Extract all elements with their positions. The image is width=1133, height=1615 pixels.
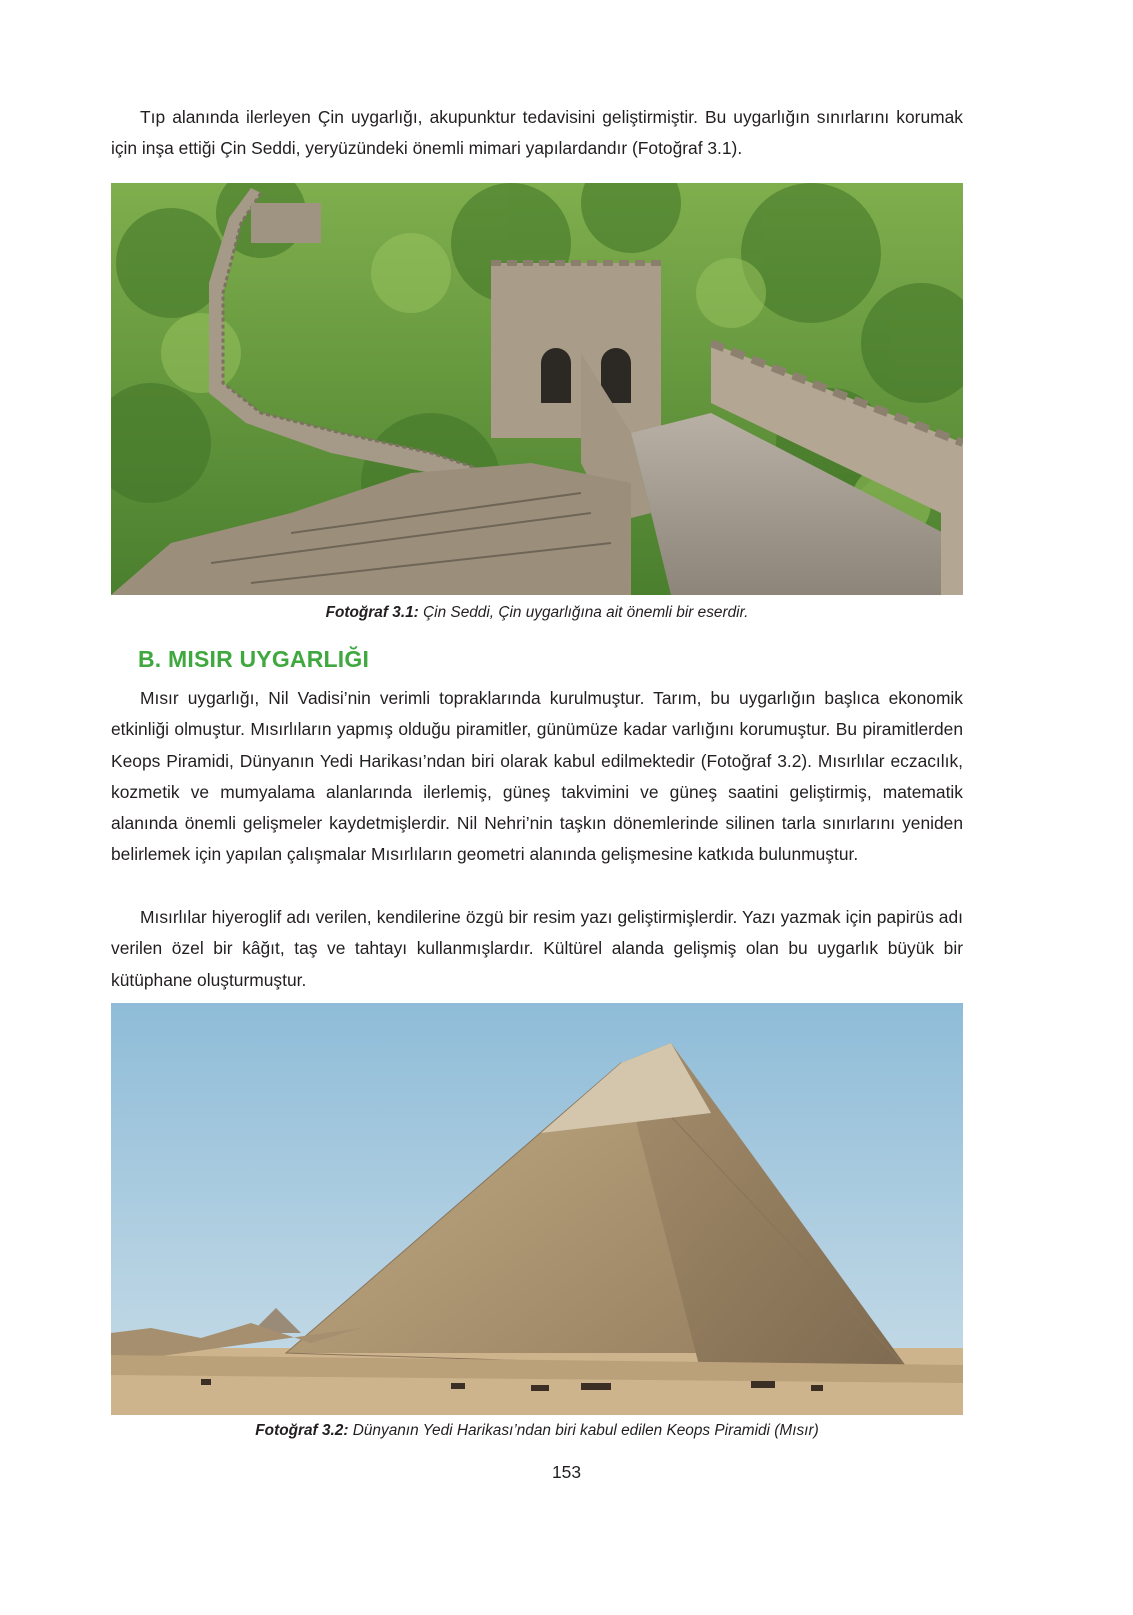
photo2-caption-text: Dünyanın Yedi Harikası’ndan biri kabul edilen Keops Piramidi (Mısır) [348,1422,819,1439]
photo1-caption-text: Çin Seddi, Çin uygarlığına ait önemli bir eserdir. [418,604,749,621]
intro-paragraph: Tıp alanında ilerleyen Çin uygarlığı, akupunktur tedavisini geliştirmiştir. Bu uygarlığın sınırlarını korumak için inşa ettiği Çin Seddi, yeryüzündeki önemli mimari yapılardandır (Fotoğraf 3.1). [111,107,963,159]
section-heading: B. MISIR UYGARLIĞI [138,646,370,672]
pyramid-photo [111,1003,963,1415]
pyramid-image [111,1003,963,1415]
great-wall-image [111,183,963,595]
egypt-paragraph-2: Mısırlılar hiyeroglif adı verilen, kendilerine özgü bir resim yazı geliştirmişlerdir. Yazı yazmak için papirüs adı verilen özel bir kâğıt, taş ve tahtayı kullanmışlardır. Kültürel alanda gelişmiş olan bu uygarlık büyük bir kütüphane oluşturmuştur. [111,907,963,990]
egypt-paragraph-1: Mısır uygarlığı, Nil Vadisi’nin verimli topraklarında kurulmuştur. Tarım, bu uygarlığın başlıca ekonomik etkinliği olmuştur. Mısırlıların yapmış olduğu piramitler, günümüze kadar varlığını korumuştur. Bu piramitlerden Keops Piramidi, Dünyanın Yedi Harikası’ndan biri olarak kabul edilmektedir (Fotoğraf 3.2). Mısırlılar eczacılık, kozmetik ve mumyalama alanlarında ilerlemiş, güneş takvimini ve güneş saatini geliştirmiş, matematik alanında önemli gelişmeler kaydetmişlerdir. Nil Nehri’nin taşkın dönemlerinde silinen tarla sınırlarını yeniden belirlemek için yapılan çalışmalar Mısırlıların geometri alanında gelişmesine katkıda bulunmuştur. [111,688,963,865]
photo2-caption-label: Fotoğraf 3.2: [255,1422,349,1439]
page-number: 153 [551,1462,581,1482]
photo1-caption-label: Fotoğraf 3.1: [325,604,419,621]
photo1-caption [111,603,963,623]
photo2-caption [111,1421,963,1441]
great-wall-photo [111,183,963,595]
